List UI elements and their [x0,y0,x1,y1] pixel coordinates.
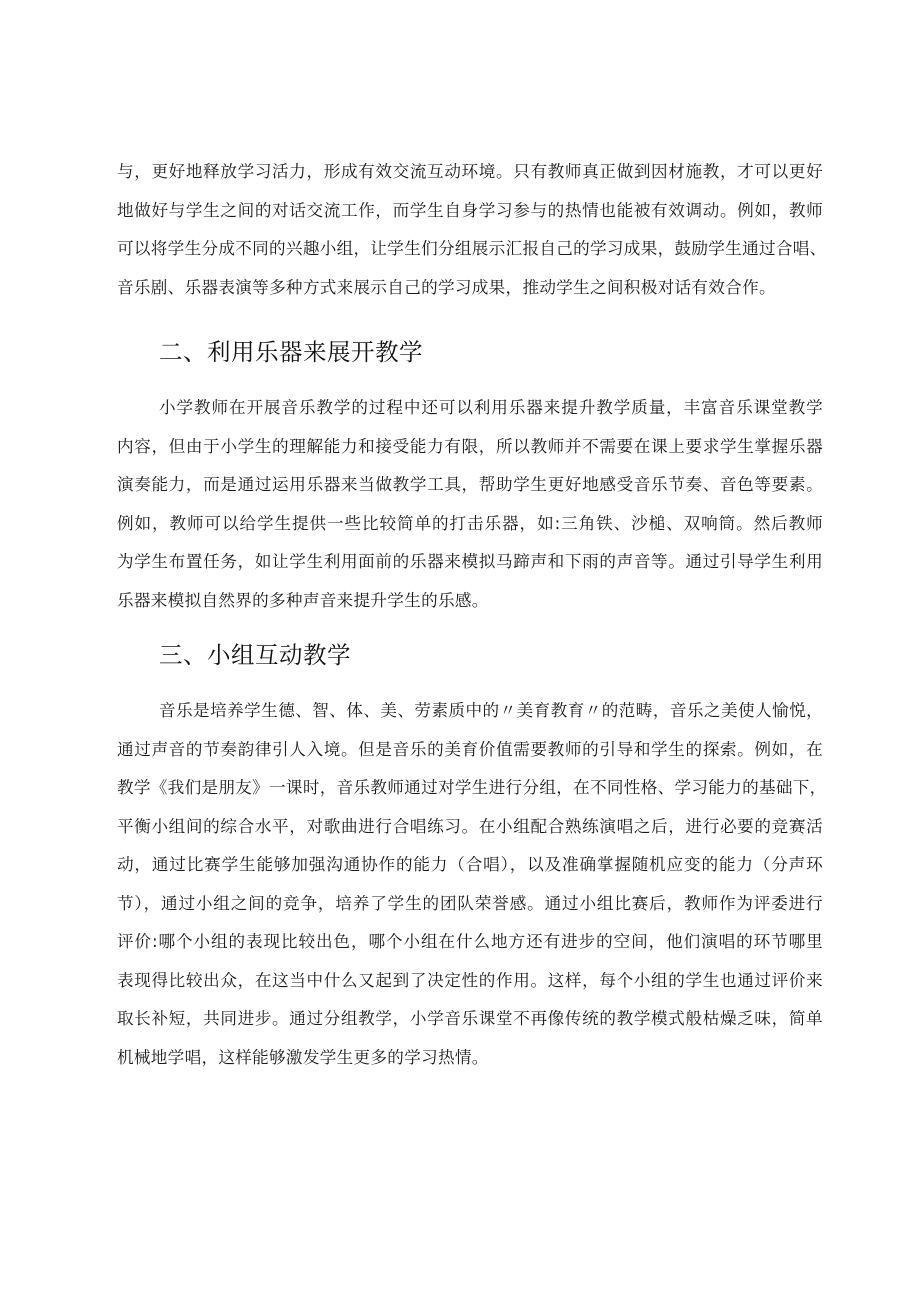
text-line: 为学生布置任务，如让学生利用面前的乐器来模拟马蹄声和下雨的声音等。通过引导学生利用 [117,552,823,571]
text-line: 乐器来模拟自然界的多种声音来提升学生的乐感。 [117,590,489,610]
text-line: 机械地学唱，这样能够激发学生更多的学习热情。 [117,1047,489,1067]
section-2-paragraph [117,389,823,620]
paragraph-continuation [117,153,827,307]
text-line: 小学教师在开展音乐教学的过程中还可以利用乐器来提升教学质量，丰富音乐课堂教学 [159,398,823,417]
section-heading-3: 三、小组互动教学 [159,641,351,669]
section-heading-2: 二、利用乐器来展开教学 [159,338,423,366]
text-line: 教学《我们是朋友》一课时，音乐教师通过对学生进行分组，在不同性格、学习能力的基础下， [117,778,827,797]
text-line: 表现得比较出众，在这当中什么又起到了决定性的作用。这样，每个小组的学生也通过评价来 [117,970,823,990]
text-line: 音乐剧、乐器表演等多种方式来展示自己的学习成果，推动学生之间积极对话有效合作。 [117,277,776,297]
text-line: 评价:哪个小组的表现比较出色，哪个小组在什么地方还有进步的空间，他们演唱的环节哪里 [117,932,823,951]
section-3-paragraph [117,692,827,1077]
text-line: 动，通过比赛学生能够加强沟通协作的能力（合唱），以及准确掌握随机应变的能力（分声环 [117,855,823,874]
text-line: 平衡小组间的综合水平，对歌曲进行合唱练习。在小组配合熟练演唱之后，进行必要的竞赛活 [117,816,823,836]
text-line: 节），通过小组之间的竞争，培养了学生的团队荣誉感。通过小组比赛后，教师作为评委进行 [117,893,823,913]
text-line: 音乐是培养学生德、智、体、美、劳素质中的〃美育教育〃的范畴，音乐之美使人愉悦， [159,701,823,720]
text-line: 与，更好地释放学习活力，形成有效交流互动环境。只有教师真正做到因材施教，才可以更好 [117,162,823,181]
text-line: 通过声音的节奏韵律引人入境。但是音乐的美育价值需要教师的引导和学生的探索。例如，在 [117,739,823,759]
text-line: 地做好与学生之间的对话交流工作，而学生自身学习参与的热情也能被有效调动。例如，教师 [117,200,823,220]
text-line: 取长补短，共同进步。通过分组教学，小学音乐课堂不再像传统的教学模式般枯燥乏味，简单 [117,1009,823,1028]
text-line: 例如，教师可以给学生提供一些比较简单的打击乐器，如:三角铁、沙槌、双响筒。然后教师 [117,513,823,533]
text-line: 演奏能力，而是通过运用乐器来当做教学工具，帮助学生更好地感受音乐节奏、音色等要素。 [117,475,823,494]
text-line: 内容，但由于小学生的理解能力和接受能力有限，所以教师并不需要在课上要求学生掌握乐器 [117,436,823,456]
text-line: 可以将学生分成不同的兴趣小组，让学生们分组展示汇报自己的学习成果，鼓励学生通过合唱、 [117,239,827,258]
